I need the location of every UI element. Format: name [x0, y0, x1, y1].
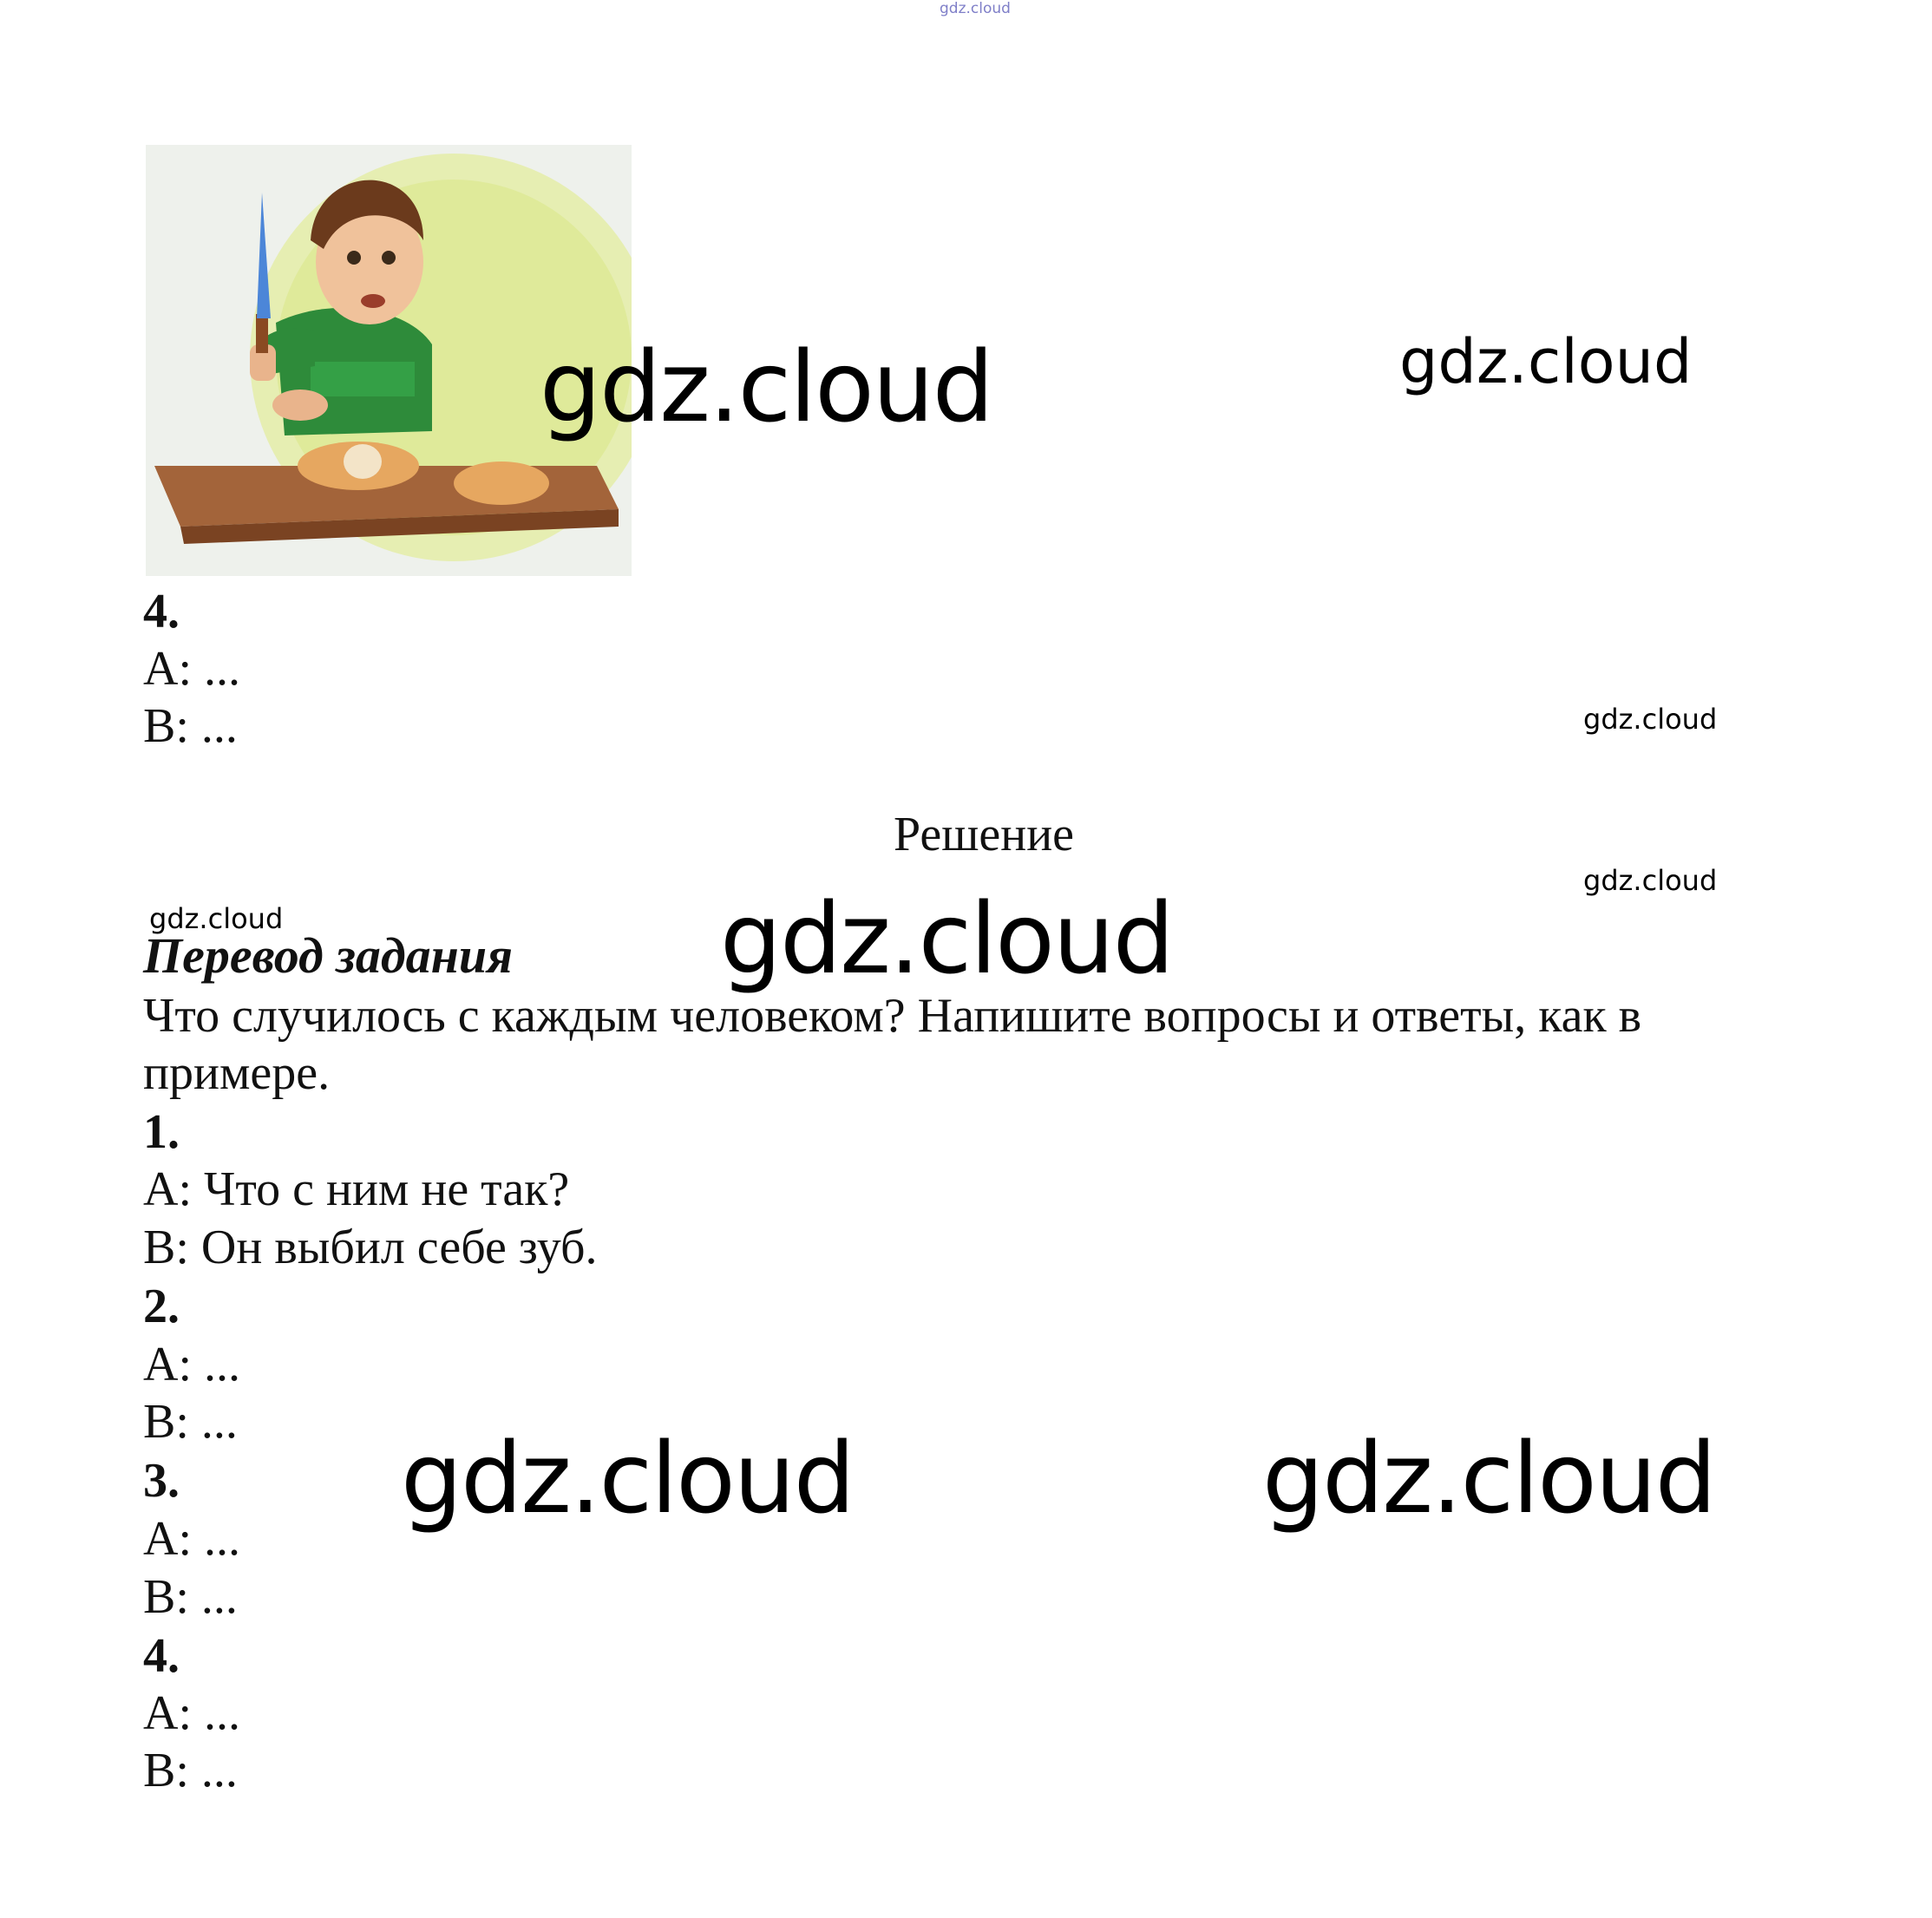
watermark-small: gdz.cloud: [1583, 703, 1718, 736]
item-line-a: A: ...: [143, 1686, 240, 1740]
task-number: 4.: [143, 585, 180, 638]
item-number: 4.: [143, 1629, 180, 1683]
watermark-small: gdz.cloud: [1583, 864, 1718, 897]
watermark-medium: gdz.cloud: [1399, 326, 1693, 397]
watermark-large: gdz.cloud: [540, 331, 992, 444]
item-line-b: B: ...: [143, 1570, 238, 1624]
item-number: 3.: [143, 1454, 180, 1508]
translation-heading: Перевод задания: [143, 927, 513, 984]
item-line-b: B: ...: [143, 1744, 238, 1797]
instruction-line-1: Что случилось с каждым человеком? Напишите вопросы и ответы, как в: [143, 989, 1642, 1043]
task-line-b: B: ...: [143, 699, 238, 753]
item-line-b: B: ...: [143, 1395, 238, 1449]
item-line-a: A: ...: [143, 1512, 240, 1566]
watermark-large: gdz.cloud: [1262, 1423, 1715, 1535]
watermark-large: gdz.cloud: [401, 1423, 854, 1535]
top-watermark: gdz.cloud: [940, 0, 1011, 17]
watermark-large: gdz.cloud: [720, 883, 1173, 996]
task-line-a: A: ...: [143, 642, 240, 696]
item-number: 2.: [143, 1280, 180, 1333]
watermark-small: gdz.cloud: [149, 902, 284, 935]
solution-heading: Решение: [894, 808, 1075, 861]
item-number: 1.: [143, 1105, 180, 1159]
item-line-a: A: ...: [143, 1338, 240, 1391]
item-line-a: A: Что с ним не так?: [143, 1162, 570, 1216]
item-line-b: B: Он выбил себе зуб.: [143, 1221, 598, 1274]
instruction-line-2: примере.: [143, 1046, 331, 1100]
